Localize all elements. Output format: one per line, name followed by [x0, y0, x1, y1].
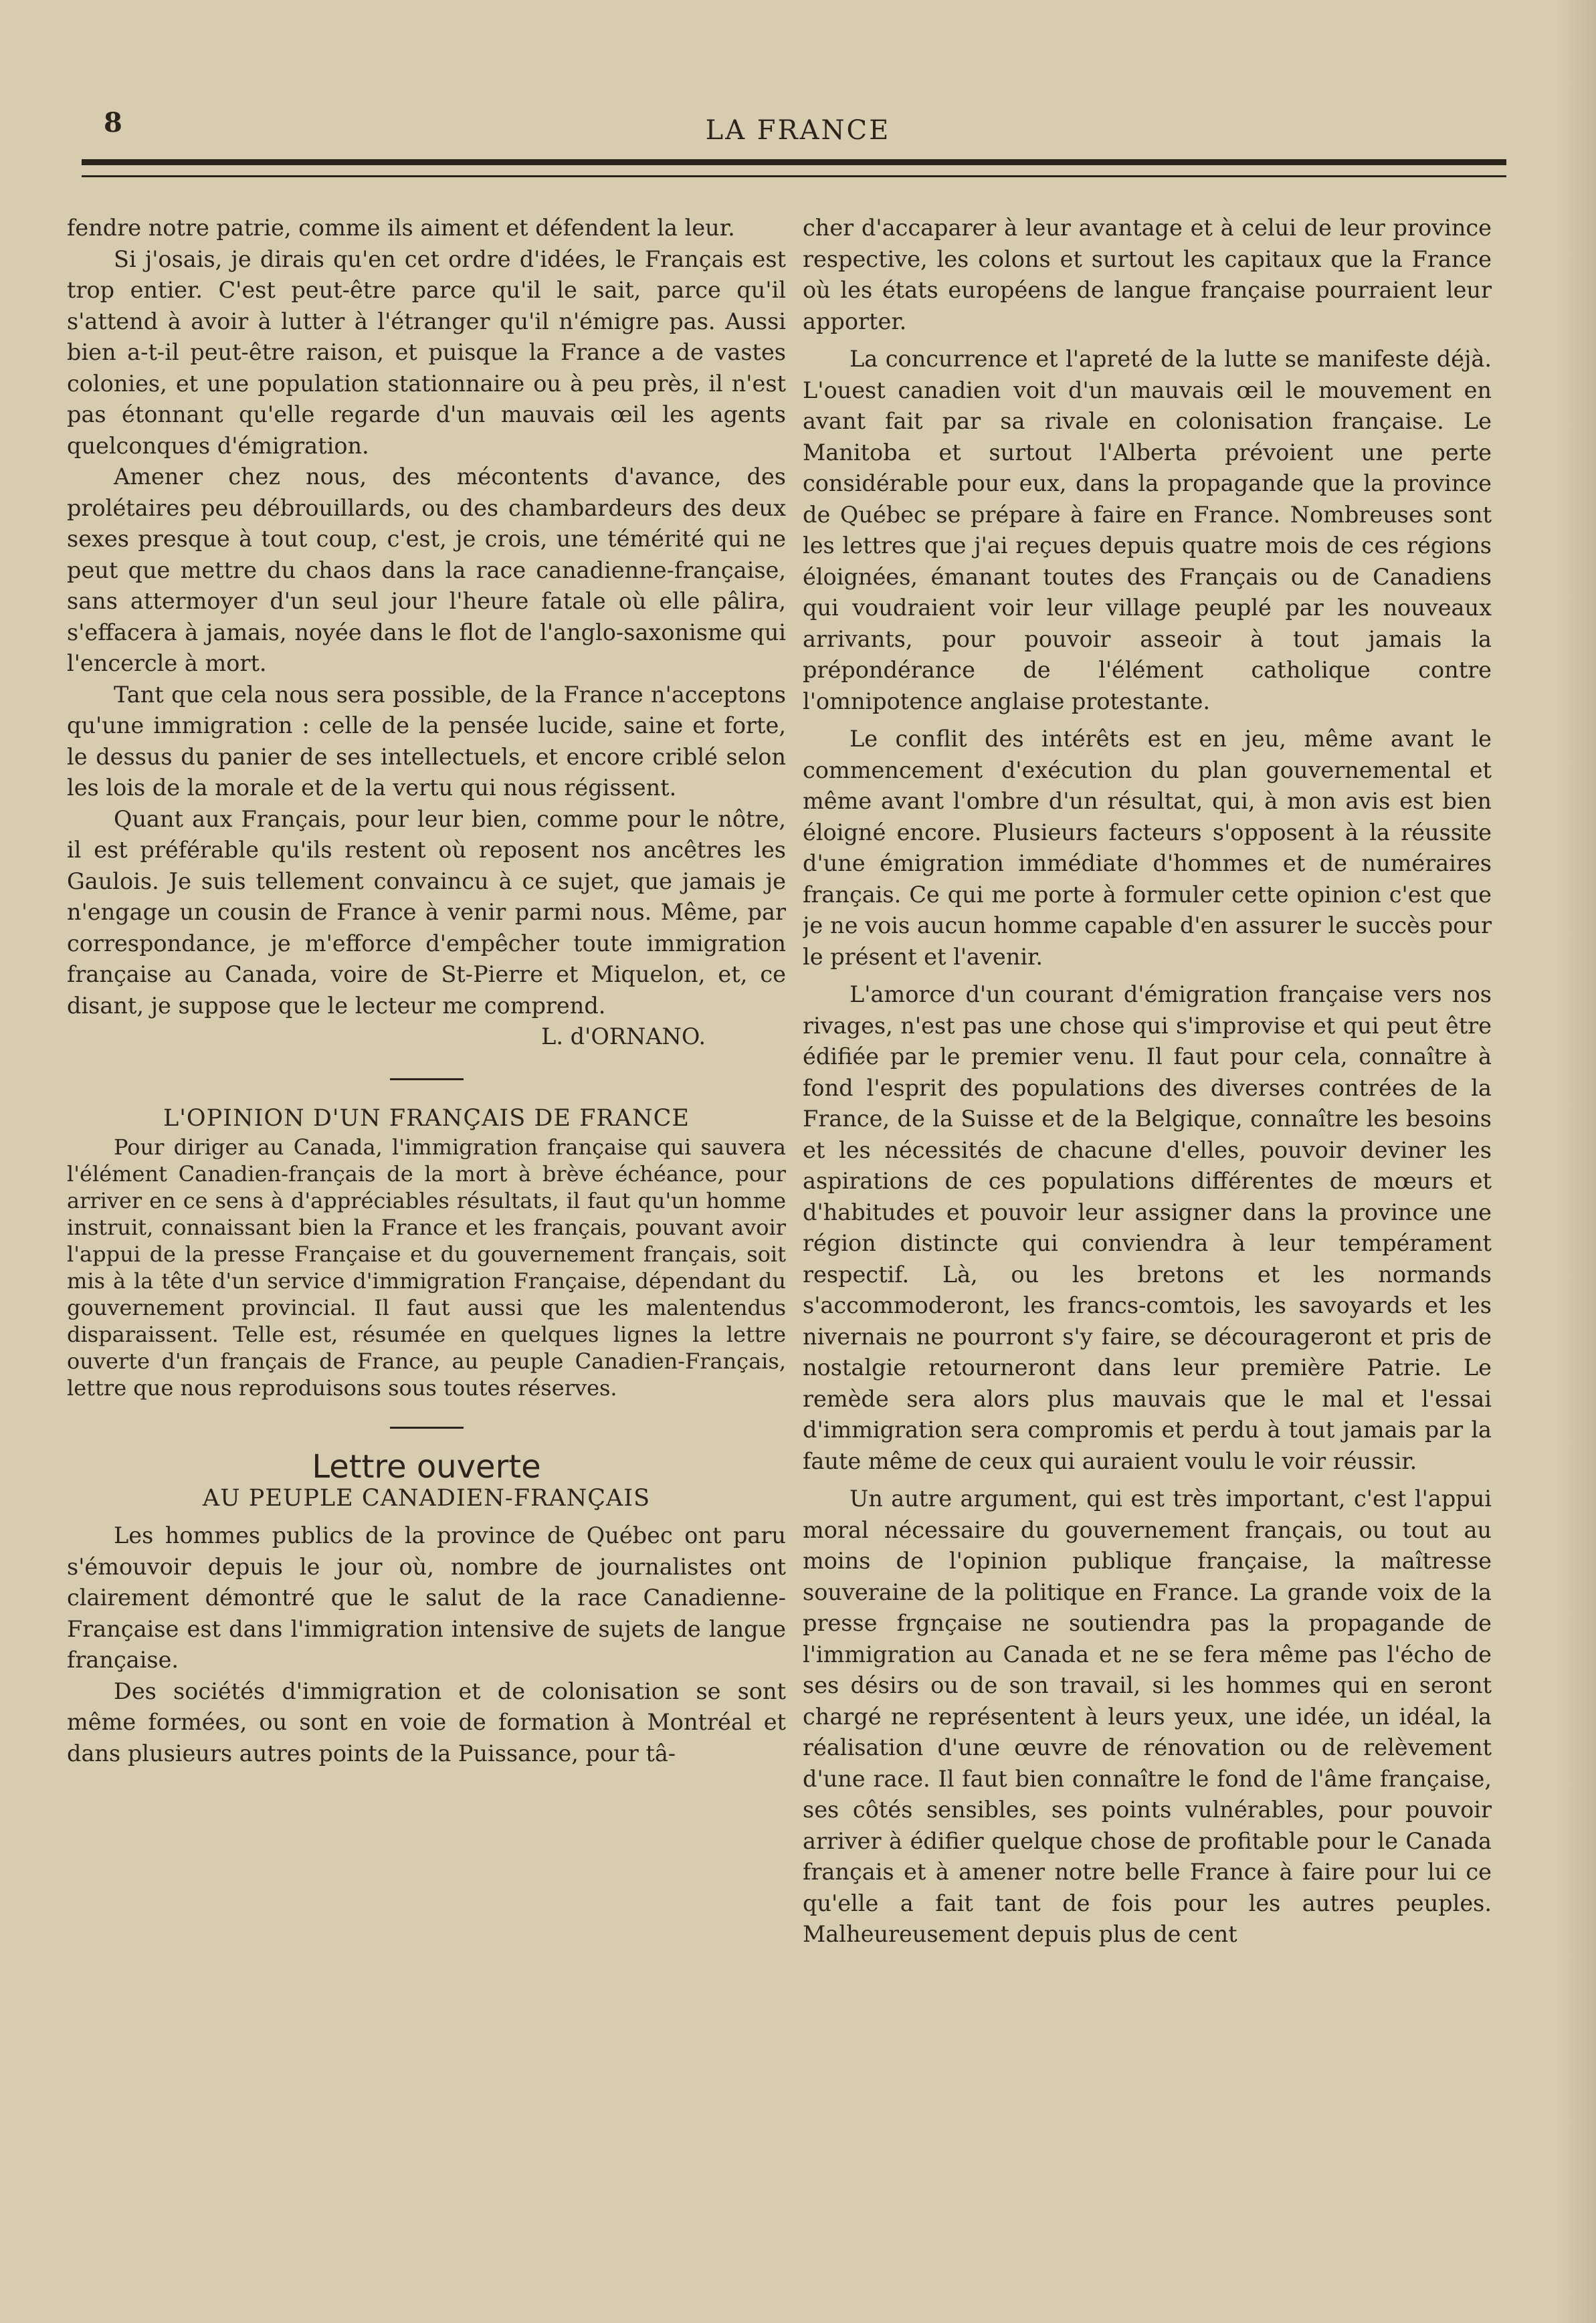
page-edge-shading [1556, 0, 1596, 2323]
right-column [803, 213, 1492, 2286]
paragraph: Quant aux Français, pour leur bien, comme pour le nôtre, il est préférable qu'ils restent où reposent nos ancêtres les Gaulois. Je suis tellement convaincu à ce sujet, que jamais je n'engage un cousin de France à venir parmi nous. Même, par correspondance, je m'efforce d'empêcher toute immigration française au Canada, voire de St-Pierre et Miquelon, et, ce disant, je suppose que le lecteur me comprend. [67, 805, 786, 1019]
paragraph: Des sociétés d'immigration et de colonisation se sont même formées, ou sont en voie de formation à Montréal et dans plusieurs autres points de la Puissance, pour tâ- [67, 1678, 786, 1766]
publication-title: LA FRANCE [705, 115, 891, 146]
paragraph: Amener chez nous, des mécontents d'avance, des prolétaires peu débrouillards, ou des chambardeurs des deux sexes presque à tout coup, c'est, je crois, une témérité qui ne peut que mettre du chaos dans la race canadienne-française, sans attermoyer d'un seul jour l'heure fatale où elle pâlira, s'effacera à jamais, noyée dans le flot de l'anglo-saxonisme qui l'encercle à mort. [67, 464, 786, 676]
header-rule-thin [82, 175, 1506, 177]
paragraph: Le conflit des intérêts est en jeu, même avant le commencement d'exécution du plan gouvernemental et même avant l'ombre d'un résultat, qui, à mon avis est bien éloigné encore. Plusieurs facteurs s'opposent à la réussite d'une émigration immédiate d'hommes et de numéraires français. Ce qui me porte à formuler cette opinion c'est que je ne vois aucun homme capable d'en assurer le succès pour le présent et l'avenir. [803, 726, 1492, 970]
paragraph: cher d'accaparer à leur avantage et à celui de leur province respective, les colons et surtout les capitaux que la France où les états européens de langue française pourraient leur apporter. [803, 215, 1492, 334]
paragraph: L'amorce d'un courant d'émigration française vers nos rivages, n'est pas une chose qui s'improvise et qui peut être édifiée par le premier venu. Il faut pour cela, connaître à fond l'esprit des populations des diverses contrées de la France, de la Suisse et de la Belgique, connaître les besoins et les nécessités de chacune d'elles, pouvoir deviner les aspirations de ces populations différentes de mœurs et d'habitudes et pouvoir leur assigner dans la province une région distincte qui conviendra à leur tempérament respectif. Là, ou les bretons et les normands s'accommoderont, les francs-comtois, les savoyards et les nivernais ne pourront s'y faire, se décourageront et pris de nostalgie retourneront dans leur première Patrie. Le remède sera alors plus mauvais que le mal et l'essai d'immigration sera compromis et perdu à tout jamais par la faute même de ceux qui auraient voulu le voir réussir. [803, 981, 1492, 1474]
paragraph: Tant que cela nous sera possible, de la France n'acceptons qu'une immigration : celle de la pensée lucide, saine et forte, le dessus du panier de ses intellectuels, et encore criblé selon les lois de la morale et de la vertu qui nous régissent. [67, 681, 786, 801]
section-divider [390, 1078, 464, 1080]
paragraph: Si j'osais, je dirais qu'en cet ordre d'idées, le Français est trop entier. C'est peut-être parce qu'il le sait, parce qu'il s'attend à avoir à lutter à l'étranger qu'il n'émigre pas. Aussi bien a-t-il peut-être raison, et puisque la France a de vastes colonies, et une population stationnaire ou à peu près, il n'est pas étonnant qu'elle regarde d'un mauvais œil les agents quelconques d'émigration. [67, 245, 786, 459]
paragraph: Un autre argument, qui est très important, c'est l'appui moral nécessaire du gouvernement français, ou tout au moins de l'opinion publique française, la maîtresse souveraine de la politique en France. La grande voix de la presse frgnçaise ne soutiendra pas la propagande de l'immigration au Canada et ne se fera même pas l'écho de ses désirs ou de son travail, si les hommes qui en seront chargé ne représentent à leurs yeux, une idée, un idéal, la réalisation d'une œuvre de rénovation ou de relèvement d'une race. Il faut bien connaître le fond de l'âme française, ses côtés sensibles, ses points vulnérables, pour pouvoir arriver à édifier quelque chose de profitable pour le Canada français et à amener notre belle France à faire pour lui ce qu'elle a fait tant de fois pour les autres peuples. Malheureusement depuis plus de cent [803, 1486, 1492, 1947]
paragraph: fendre notre patrie, comme ils aiment et défendent la leur. [67, 215, 735, 241]
page-number: 8 [104, 107, 122, 138]
paragraph: Les hommes publics de la province de Québec ont paru s'émouvoir depuis le jour où, nombre de journalistes ont clairement démontré que le salut de la race Canadienne-Française est dans l'immigration intensive de sujets de langue française. [67, 1522, 786, 1673]
section-divider [390, 1427, 464, 1429]
section-summary: Pour diriger au Canada, l'immigration française qui sauvera l'élément Canadien-français de la mort à brève échéance, pour arriver en ce sens à d'appréciables résultats, il faut qu'un homme instruit, connaissant bien la France et les français, pouvant avoir l'appui de la presse Française et du gouvernement français, soit mis à la tête d'un service d'immigration Française, dépendant du gouvernement provincial. Il faut aussi que les malentendus disparaissent. Telle est, résumée en quelques lignes la lettre ouverte d'un français de France, au peuple Canadien-Français, lettre que nous reproduisons sous toutes réserves. [67, 1134, 786, 1401]
section-heading: L'OPINION D'UN FRANÇAIS DE FRANCE [163, 1104, 690, 1132]
letter-subtitle: AU PEUPLE CANADIEN-FRANÇAIS [202, 1484, 651, 1512]
author-signature: L. d'ORNANO. [541, 1023, 706, 1049]
header-rule-thick [82, 159, 1506, 165]
paragraph: La concurrence et l'apreté de la lutte se manifeste déjà. L'ouest canadien voit d'un mauvais œil le mouvement en avant fait par sa rivale en colonisation française. Le Manitoba et surtout l'Alberta prévoient une perte considérable pour eux, dans la propagande que la province de Québec se prépare à faire en France. Nombreuses sont les lettres que j'ai reçues depuis quatre mois de ces régions éloignées, émanant toutes des Français ou de Canadiens qui voudraient voir leur village peuplé par les nouveaux arrivants, pour pouvoir asseoir à tout jamais la prépondérance de l'élément catholique contre l'omnipotence anglaise protestante. [803, 346, 1492, 714]
letter-title: Lettre ouverte [312, 1448, 541, 1486]
left-column [67, 213, 786, 2286]
